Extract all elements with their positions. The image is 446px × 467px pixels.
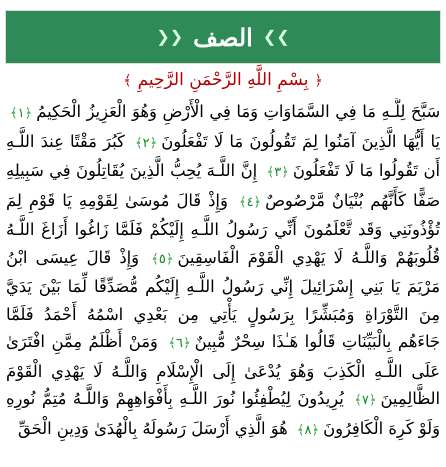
surah-title: الصف	[193, 22, 253, 52]
verse-text: كَبُرَ مَقْتًا عِندَ اللَّـهِ أَن تَقُولُوا مَا لَا تَفْعَلُونَ	[6, 131, 440, 180]
verse-text: إِنَّ اللَّـهَ يُحِبُّ الَّذِينَ يُقَاتِلُونَ فِي سَبِيلِهِ صَفًّا كَأَنَّهُم بُنْيَانٌ مَّرْصُوصٌ	[6, 161, 440, 210]
verse-text: سَبَّحَ لِلَّـهِ مَا فِي السَّمَاوَاتِ وَمَا فِي الْأَرْضِ وَهُوَ الْعَزِيزُ الْحَكِيمُ	[36, 102, 440, 121]
basmala	[0, 70, 446, 94]
verse-1	[6, 102, 440, 121]
verse-number: ٣	[274, 165, 282, 180]
verses-text	[6, 98, 440, 467]
verse-number: ٥	[158, 251, 166, 267]
verse-number-marker: ﴿٥﴾	[151, 251, 174, 267]
verse-number-marker: ﴿٨﴾	[296, 422, 320, 438]
surah-header-inner	[156, 23, 289, 52]
verse-number-marker: ﴿٦﴾	[168, 336, 191, 351]
verse-number-marker: ﴿٢﴾	[135, 135, 158, 151]
verse-text: هُوَ الَّذِي أَرْسَلَ رَسُولَهُ بِالْهُدَىٰ وَدِينِ الْحَقِّ	[18, 418, 288, 438]
surah-header	[5, 10, 441, 64]
ornament-right-icon: ❯❯	[262, 27, 290, 46]
verse-number-marker: ﴿١﴾	[10, 106, 33, 121]
verse-text: وَإِذْ قَالَ مُوسَىٰ لِقَوْمِهِ يَا قَوْمِ لِمَ تُؤْذُونَنِي وَقَد تَّعْلَمُونَ أَنِّي رَسُولُ اللَّـهِ إِلَيْكُمْ فَلَمَّا زَاغُوا أَزَاغَ اللَّـهُ قُلُوبَهُمْ وَاللَّـهُ لَا يَهْدِي الْقَوْمَ الْفَاسِقِينَ	[6, 190, 440, 267]
basmala-ornament-left-icon: ﴾	[123, 73, 132, 89]
ornament-left-icon: ❮❮	[156, 27, 184, 46]
verse-number: ٨	[304, 422, 312, 438]
basmala-text: بِسْمِ اللَّهِ الرَّحْمَنِ الرَّحِيمِ	[137, 70, 309, 90]
verse-text: يَا أَيُّهَا الَّذِينَ آمَنُوا لِمَ تَقُولُونَ مَا لَا تَفْعَلُونَ	[161, 131, 440, 151]
verse-number-marker: ﴿٧﴾	[354, 393, 377, 408]
verse-number-marker: ﴿٤﴾	[238, 194, 262, 210]
verse-number: ١	[17, 106, 25, 121]
verse-text: وَمَنْ أَظْلَمُ مِمَّنِ افْتَرَىٰ عَلَى اللَّـهِ الْكَذِبَ وَهُوَ يُدْعَىٰ إِلَى الْإِسْلَامِ وَاللَّـهُ لَا يَهْدِي الْقَوْمَ الظَّالِمِينَ	[6, 332, 440, 408]
verse-2	[131, 132, 440, 151]
verse-9	[18, 419, 288, 438]
verse-text: وَإِذْ قَالَ عِيسَى ابْنُ مَرْيَمَ يَا بَنِي إِسْرَائِيلَ إِنِّي رَسُولُ اللَّـهِ إِلَيْكُم مُّصَدِّقًا لِّمَا بَيْنَ يَدَيَّ مِنَ التَّوْرَاةِ وَمُبَشِّرًا بِرَسُولٍ يَأْتِي مِن بَعْدِي اسْمُهُ أَحْمَدُ فَلَمَّا جَاءَهُم بِالْبَيِّنَاتِ قَالُوا هَـٰذَا سِحْرٌ مُّبِينٌ	[6, 247, 440, 351]
verse-number: ٦	[175, 336, 183, 351]
verse-number: ٧	[361, 393, 369, 408]
basmala-ornament-right-icon: ﴿	[314, 73, 323, 89]
verse-number: ٢	[142, 135, 150, 151]
verse-number-marker: ﴿٣﴾	[266, 165, 289, 180]
verse-text: يُرِيدُونَ لِيُطْفِئُوا نُورَ اللَّـهِ بِأَفْوَاهِهِمْ وَاللَّـهُ مُتِمُّ نُورِهِ وَلَوْ كَرِهَ الْكَافِرُونَ	[6, 389, 440, 438]
verse-number: ٤	[246, 194, 254, 210]
